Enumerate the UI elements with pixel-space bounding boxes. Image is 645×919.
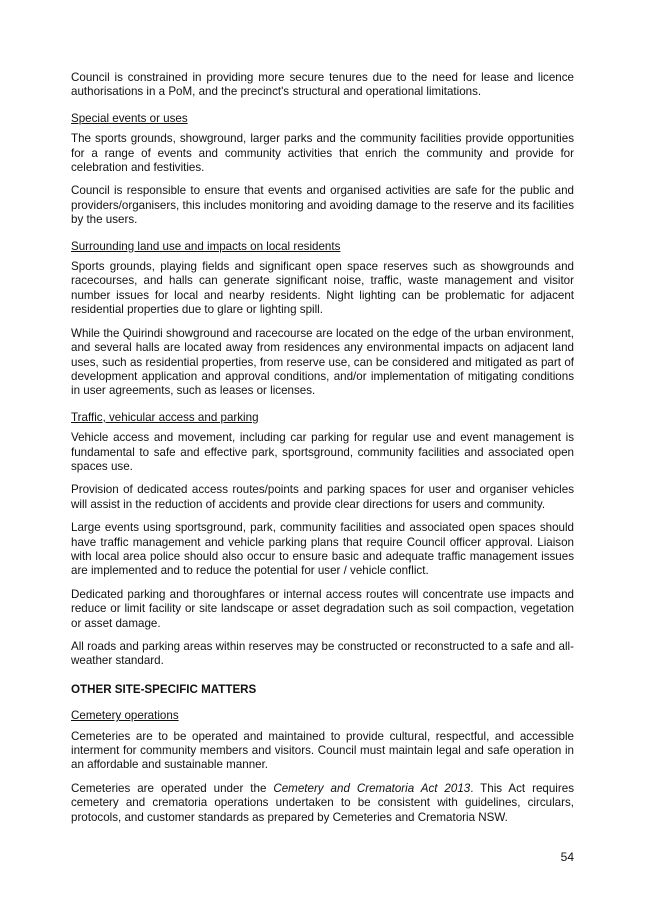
heading-surrounding-land-use: Surrounding land use and impacts on local residents [71,239,341,253]
document-page [71,71,574,834]
paragraph-cemetery-maintenance: Cemeteries are to be operated and maintained to provide cultural, respectful, and accessible interment for community members and visitors. Council must maintain legal and safe operation in an affordable and sustainable manner. [71,729,574,772]
cemetery-act-text-before: Cemeteries are operated under the [71,781,274,795]
paragraph-events-opportunities: The sports grounds, showground, larger parks and the community facilities provide opportunities for a range of events and community activities that enrich the community and provide for celebration and festivities. [71,132,574,175]
paragraph-dedicated-routes: Provision of dedicated access routes/points and parking spaces for user and organiser vehicles will assist in the reduction of accidents and provide clear directions for users and community. [71,483,574,511]
paragraph-cemetery-act [71,782,574,825]
paragraph-dedicated-parking: Dedicated parking and thoroughfares or internal access routes will concentrate use impacts and reduce or limit facility or site landscape or asset degradation such as soil compaction, vegetation or asset damage. [71,587,574,630]
paragraph-roads-standard: All roads and parking areas within reserves may be constructed or reconstructed to a safe and all-weather standard. [71,640,574,668]
paragraph-events-safety: Council is responsible to ensure that events and organised activities are safe for the public and providers/organisers, this includes monitoring and avoiding damage to the reserve and its facilities by the users. [71,184,574,227]
cemetery-act-title: Cemetery and Crematoria Act 2013 [273,781,471,795]
heading-traffic-parking: Traffic, vehicular access and parking [71,410,259,424]
paragraph-tenure-constraints: Council is constrained in providing more secure tenures due to the need for lease and licence authorisations in a PoM, and the precinct's structural and operational limitations. [71,71,574,99]
page-number: 54 [560,850,574,864]
section-heading-other-matters: OTHER SITE-SPECIFIC MATTERS [71,682,257,696]
paragraph-noise-impacts: Sports grounds, playing fields and significant open space reserves such as showgrounds and racecourses, and halls can generate significant noise, traffic, waste management and visitor number issues for local and nearby residents. Night lighting can be problematic for adjacent residential properties due to glare or lighting spill. [71,260,574,317]
paragraph-vehicle-access: Vehicle access and movement, including car parking for regular use and event management is fundamental to safe and effective park, sportsground, community facilities and associated open spaces use. [71,431,574,473]
paragraph-quirindi-showground: While the Quirindi showground and racecourse are located on the edge of the urban environment, and several halls are located away from residences any environmental impacts on adjacent land uses, such as residential properties, from reserve use, can be considered and mitigated as part of development application and approval conditions, and/or implementation of mitigating conditions in user agreements, such as leases or licenses. [71,326,574,398]
heading-cemetery-operations: Cemetery operations [71,709,179,723]
paragraph-large-events: Large events using sportsground, park, community facilities and associated open spaces should have traffic management and vehicle parking plans that require Council officer approval. Liaison with local area police should also occur to ensure basic and adequate traffic management issues are implemented and to reduce the potential for user / vehicle conflict. [71,521,574,578]
cemetery-act-text-after: . This Act requires cemetery and crematoria operations undertaken to be consistent with guidelines, circulars, protocols, and customer standards as prepared by Cemeteries and Crematoria NSW. [71,781,574,824]
heading-special-events: Special events or uses [71,111,188,125]
